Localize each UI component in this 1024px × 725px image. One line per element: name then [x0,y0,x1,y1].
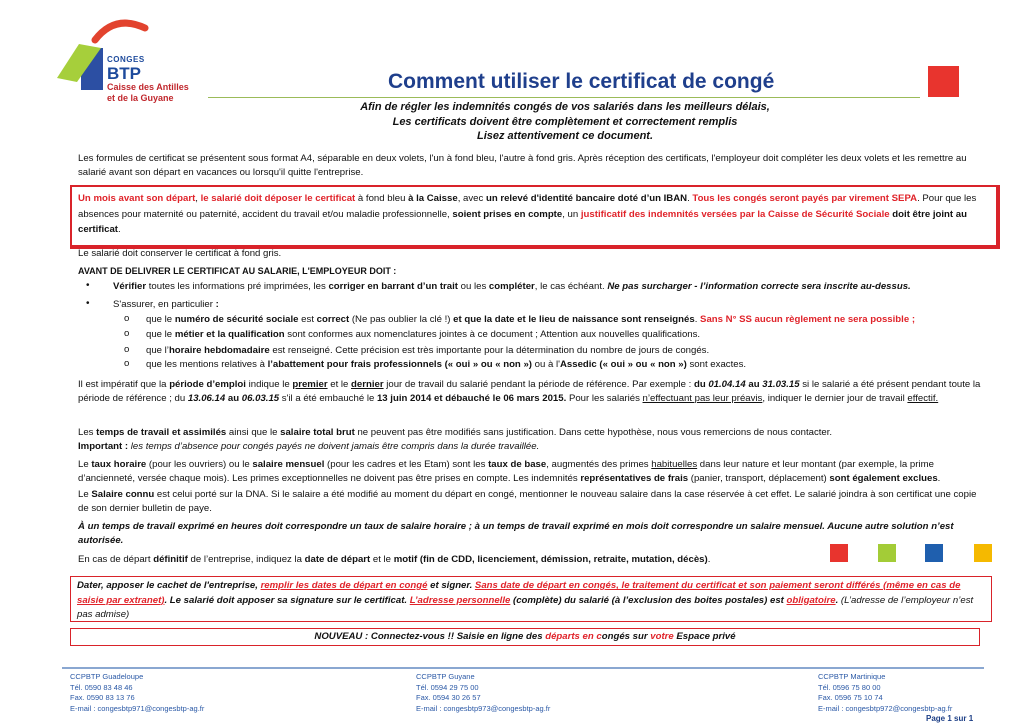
tx-g: , augmentés des primes [546,459,652,470]
s1-g: . [694,314,701,325]
mq-tel: Tél. 0596 75 80 00 [818,682,881,692]
tps-c: ainsi que le [226,427,281,438]
s4-b: l’abattement pour frais professionnels (« oui » ou « non ») [267,359,532,370]
rb-s10: . Pour que les absences pour maternité ou paternité, accident du travail et/ou maladie professionnelle, [78,193,977,220]
bullet-assure [113,298,983,312]
bullet-verify [113,280,983,294]
s1-h: Sans N° SS aucun règlement ne sera possible ; [700,314,916,325]
b1-b: toutes les informations pré imprimées [146,281,309,292]
depart-paragraph [78,553,818,567]
s2-b: métier et la qualification [174,329,285,340]
tps-f: Important : [78,441,131,453]
temps-paragraph [78,426,983,455]
correspondence-rule: À un temps de travail exprimé en heures doit correspondre un taux de salaire horaire ; à un temps de travail exprimé en mois doit correspondre un salaire mensuel. Aucune autre solution n’est autorisée. [78,521,954,547]
dep-f: motif [393,554,418,565]
nv-c: ongés sur [601,631,651,642]
tx-j: représentatives de frais [580,473,689,485]
s2-a: que le [146,329,175,340]
s1-d: correct [316,314,350,325]
sub-item-metier [146,328,986,342]
imp-u: effectif. [907,393,939,405]
gy-fax: Fax. 0594 30 26 57 [416,693,481,702]
gy-name: CCPBTP Guyane [416,672,475,681]
footer-guadeloupe [70,672,204,714]
imp-a: Il est impératif que la [78,379,170,390]
gp-fax: Fax. 0590 83 13 76 [70,693,135,702]
keep-grey-note: Le salarié doit conserver le certificat à fond gris. [78,248,282,259]
tx-e: (pour les cadres et les Etam) sont les [324,459,489,470]
tx-c: (pour les ouvriers) ou le [146,459,253,470]
imp-i: 01.04.14 [708,379,746,390]
imp-r: Pour les salariés [566,393,643,405]
subtitle-line-2: Les certificats doivent être complètement et correctement remplis [392,115,738,128]
subtitle-line-3: Lisez attentivement ce document. [476,130,654,142]
sal-a: Le [78,489,92,500]
dt-i: du salarié (à l’exclusion des boites postales) est [561,594,787,606]
dep-e: et le [370,554,394,565]
tx-m: . [937,473,941,485]
rb-s14: doit être joint au certificat [78,208,967,235]
title-divider [208,97,920,98]
footer-divider [62,667,984,669]
sal-b: Salaire connu [91,489,155,500]
footer-guyane [416,672,550,714]
gp-email[interactable]: E-mail : congesbtp971@congesbtp-ag.fr [70,703,205,713]
subtitle [330,100,800,144]
page-number: Page 1 sur 1 [926,714,974,723]
dep-h: (fin de CDD, licenciement, démission, retraite, mutation, décès) [419,554,708,565]
dt-f: L’adresse personnelle [409,594,511,606]
salaire-paragraph [78,488,983,517]
b1-g: , le cas échéant. [534,281,608,292]
red-square-marker [928,66,959,97]
imp-g: jour de travail du salarié pendant la période de référence. Par exemple : [383,379,694,390]
dt-e: . Le salarié doit apposer sa signature sur le certificat. [164,594,410,606]
rb-s12: , un [562,208,581,220]
sub-item-horaire [146,344,986,358]
dt-b: remplir les dates de départ en congé [260,580,428,591]
b2-a: S'assurer, en particulier [113,299,216,310]
gp-name: CCPBTP Guadeloupe [70,672,144,681]
dep-i: . [707,554,711,565]
b1-f: compléter [488,281,535,292]
intro-paragraph: Les formules de certificat se présentent sous format A4, séparable en deux volets, l'un à fond bleu, l'autre à fond gris. Après réception des certificats, l'employeur doit compléter les deux volets et les remettre au salarié avant son départ en vacances ou lorsqu'il quitte l'entreprise. [78,153,967,179]
s4-a: que les mentions relatives à [146,359,268,370]
color-square-yellow [974,544,992,562]
rb-s1: Un mois avant son départ [78,193,196,204]
color-square-green [878,544,896,562]
tps-g: les temps d’absence pour congés payés ne doivent jamais être compris dans la durée travaillée. [130,441,540,453]
imp-n: au [225,393,242,405]
sal-c: est celui porté sur la DNA. Si le salaire a été modifié au moment du départ en congé, mentionner le nouveau salaire dans la case réservée à cet effet. Le salarié joindra à son certificat une copie de son dernier bulletin de paye. [78,489,977,515]
imp-h: du [693,379,709,390]
imp-d: premier [292,379,328,390]
dt-l: (L’adresse de l’employeur n’est pas admise) [77,594,974,620]
rb-s9: Tous les congés seront payés par virement SEPA [692,193,918,204]
nv-a: NOUVEAU : Connectez-vous !! Saisie en ligne des [314,631,546,642]
color-square-red [830,544,848,562]
tx-f: taux de base [488,459,547,470]
dt-k: . [835,594,841,606]
page-title: Comment utiliser le certificat de congé [388,70,775,93]
logo-conges: CONGES [107,55,145,64]
imp-c: indique le [245,379,293,390]
deposit-notice-box [70,185,1000,249]
rb-s7: un relevé d'identité bancaire doté d’un IBAN [485,193,688,204]
rb-s8: . [687,193,693,204]
nv-b: départs en c [545,631,602,642]
bullet-dot-1: • [86,280,90,291]
imp-m: 13.06.14 [187,393,226,405]
rb-s15: . [118,224,121,235]
b1-a: Vérifier [113,281,147,292]
imp-t: , indiquer le dernier jour de travail [762,393,908,405]
tps-b: temps de travail et assimilés [96,427,227,438]
gp-tel: Tél. 0590 83 48 46 [70,682,133,692]
imp-p: s'il a été embauché le [279,393,377,405]
rb-s6: , avec [457,193,486,204]
tx-b: taux horaire [91,459,147,470]
imp-f: dernier [351,379,384,390]
before-heading: AVANT DE DELIVRER LE CERTIFICAT AU SALARIE, L'EMPLOYEUR DOIT : [78,266,397,276]
taux-paragraph [78,458,983,487]
gy-tel: Tél. 0594 29 75 00 [416,682,479,692]
sub-marker-2: o [124,328,130,339]
s1-c: est [298,314,317,325]
s3-b: horaire hebdomadaire [168,345,270,356]
dep-c: de l’entreprise, indiquez la [187,554,305,565]
s4-d: Assedic (« oui » ou « non ») [559,359,687,370]
tps-d: salaire total brut [280,427,355,438]
s3-a: que l’ [146,345,169,356]
dt-h: (complète) [513,594,562,606]
imp-b: période d’emploi [169,379,246,390]
tx-a: Le [78,459,92,470]
s1-e: (Ne pas oublier la clé !) [349,314,454,325]
imp-k: 31.03.15 [762,379,800,390]
tx-k: (panier, transport, déplacement) [688,473,830,485]
dt-a: Dater, apposer le cachet de l'entreprise, [77,580,261,591]
dep-a: En cas de départ [78,554,154,565]
b1-h: Ne pas surcharger - l’information correcte sera inscrite au-dessus. [607,281,911,292]
imp-j: au [745,379,763,390]
tps-e: ne peuvent pas être modifiés sans justification. Dans cette hypothèse, nous vous remercions de nous contacter. [354,427,833,438]
s1-a: que le [146,314,175,325]
imp-e: et le [327,379,352,390]
imp-s: n’effectuant pas leur préavis [642,393,763,405]
imp-q: 13 juin 2014 et débauché le 06 mars 2015. [376,393,567,405]
rb-s2: , [195,193,201,204]
dep-b: définitif [153,554,188,565]
dater-box [70,576,992,622]
nouveau-box [70,628,980,646]
mq-email[interactable]: E-mail : congesbtp972@congesbtp-ag.fr [818,703,953,713]
dt-c: et signer. [427,580,475,591]
logo-line2: et de la Guyane [107,92,174,103]
tx-d: salaire mensuel [252,459,325,470]
rb-s13: justificatif des indemnités versées par la Caisse de Sécurité Sociale [580,208,890,220]
logo-line1: Caisse des Antilles [107,82,189,92]
b1-e: ou les [457,281,489,292]
b1-d: corriger en barrant d’un trait [328,281,458,292]
rb-s4: à fond bleu [355,193,409,204]
imp-l: si le salarié a été présent pendant toute la période de référence ; du [78,379,981,405]
sub-marker-4: o [124,358,130,369]
tps-a: Les [78,427,97,438]
tx-h: habituelles [651,459,698,470]
sub-marker-3: o [124,344,130,355]
gy-email[interactable]: E-mail : congesbtp973@congesbtp-ag.fr [416,703,551,713]
s1-b: numéro de sécurité sociale [174,314,299,325]
rb-s5: à la Caisse [408,193,458,204]
bullet-dot-2: • [86,298,90,309]
imp-o: 06.03.15 [241,393,280,405]
logo-btp: BTP [107,64,141,83]
footer-martinique [818,672,952,714]
dep-d: date de départ [304,554,371,565]
logo [55,14,205,109]
dt-j: obligatoire [786,594,836,606]
sub-item-ss [146,313,986,327]
color-square-blue [925,544,943,562]
sub-marker-1: o [124,313,130,324]
s4-e: sont exactes. [686,359,747,370]
s1-f: et que la date et le lieu de naissance sont renseignés [453,314,695,325]
rb-s3: le salarié doit déposer le certificat [200,193,356,204]
mq-fax: Fax. 0596 75 10 74 [818,693,883,702]
nv-e: Espace privé [673,631,736,642]
dt-d: Sans date de départ en congés, le traitement du certificat et son paiement seront différés (même en cas de saisie par extranet) [77,580,961,606]
imperatif-paragraph [78,378,983,407]
nv-d: votre [650,631,674,642]
s2-c: sont conformes aux nomenclatures jointes à ce document ; Attention aux nouvelles qualifications. [284,329,701,340]
mq-name: CCPBTP Martinique [818,672,886,681]
tx-i: dans leur nature et leur montant (par exemple, la prime d’ancienneté, versée chaque mois). Les primes exceptionnelles ne doivent pas être prises en compte. Les indemnités [78,459,934,485]
rb-s11: soient prises en compte [452,208,563,220]
logo-text [107,56,189,104]
sub-item-mentions [146,358,986,372]
s4-c: ou à l' [532,359,560,370]
subtitle-line-1: Afin de régler les indemnités congés de vos salariés dans les meilleurs délais, [360,101,770,113]
b2-b: : [215,299,219,310]
tx-l: sont également exclues [829,473,938,485]
b1-c: , les [308,281,329,292]
s3-c: est renseigné. Cette précision est très importante pour la détermination du nombre de jours de congés. [269,345,710,356]
